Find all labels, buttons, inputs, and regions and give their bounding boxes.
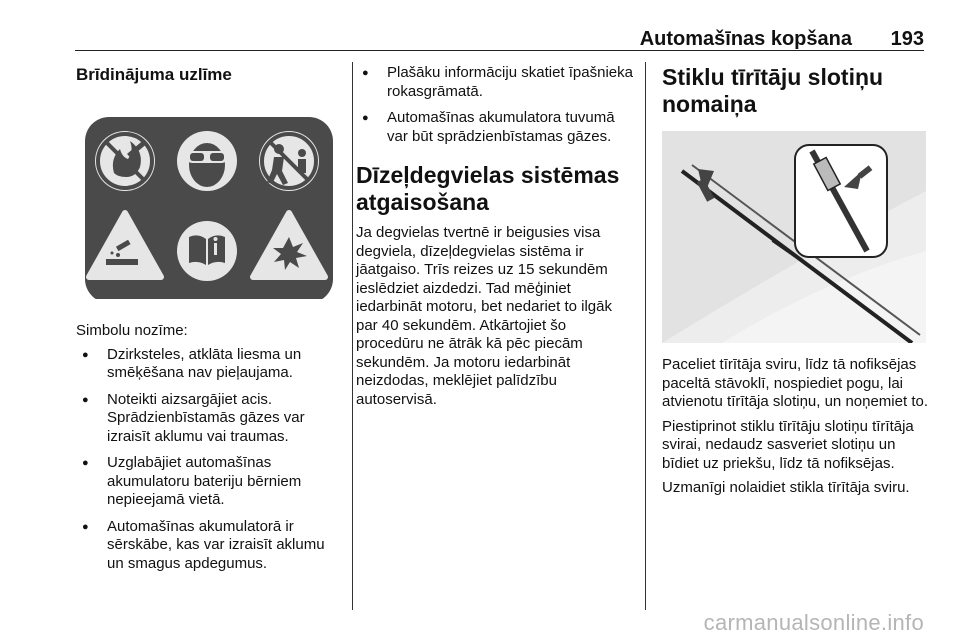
column-divider: [352, 62, 353, 610]
wiper-blade-illustration: [662, 131, 926, 343]
column-divider: [645, 62, 646, 610]
wiper-replacement-heading: Stiklu tīrītāju slotiņu nomaiņa: [662, 64, 884, 117]
wiper-step-3: Uzmanīgi nolaidiet stikla tīrītāja sviru.: [662, 479, 910, 496]
wiper-step-2: Piestiprinot stiklu tīrītāju slotiņu tīrītāja svirai, nedaudz sasveriet slotiņu un bīdiet uz priekšu, līdz tā nofiksējas.: [662, 417, 914, 472]
watermark[interactable]: carmanualsonline.info: [703, 610, 924, 635]
diesel-bleeding-heading: Dīzeļdegvielas sistēmas atgaisošana: [356, 162, 620, 215]
symbols-list: [76, 346, 338, 574]
diesel-bleeding-text: Ja degvielas tvertnē ir beigusies visa degviela, dīzeļdegvielas sistēma ir jāatgaiso. Trīs reizes uz 15 sekundēm ieslēdziet aizdedzi. Tad mēģiniet iedarbināt motoru, bet nedariet to ilgāk par 40 sekundēm. Atkārtojiet šo procedūru ne ātrāk kā pēc piecām sekundēm. Ja motoru iedarbināt neizdodas, meklējiet palīdzību autoservisā.: [356, 224, 612, 408]
symbols-intro: Simbolu nozīme:: [76, 322, 188, 339]
column-wiper: [662, 64, 928, 498]
list-item: ● Automašīnas akumulatorā ir sērskābe, kas var izraisīt aklumu un smagus apdegumus.: [76, 518, 338, 574]
list-item: ● Dzirksteles, atklāta liesma un smēķēšana nav pieļaujama.: [76, 346, 338, 383]
column-diesel: [356, 64, 636, 409]
warning-label-figure: [76, 113, 338, 299]
page-number: 193: [890, 28, 924, 50]
manual-icon: [177, 221, 237, 281]
list-item: ● Noteikti aizsargājiet acis. Sprādzienbīstamās gāzes var izraisīt aklumu vai traumas.: [76, 391, 338, 447]
no-fire-smoking-icon: [95, 131, 155, 191]
list-item: ● Plašāku informāciju skatiet īpašnieka rokasgrāmatā.: [356, 64, 636, 101]
list-item: ● Uzglabājiet automašīnas akumulatoru bateriju bērniem nepieejamā vietā.: [76, 454, 338, 510]
page-header: [75, 20, 924, 51]
chapter-title: Automašīnas kopšana: [639, 28, 852, 50]
column-warning-label: [76, 64, 338, 581]
eye-protection-icon: [177, 131, 237, 191]
symbols-list-continued: [356, 64, 636, 146]
keep-away-children-icon: [259, 131, 319, 191]
wiper-step-1: Paceliet tīrītāja sviru, līdz tā nofiksējas paceltā stāvoklī, nospiediet pogu, lai atvienotu tīrītāja slotiņu, un noņemiet to.: [662, 356, 928, 410]
list-item: ● Automašīnas akumulatora tuvumā var būt sprādzienbīstamas gāzes.: [356, 109, 636, 146]
warning-label-heading: Brīdinājuma uzlīme: [76, 65, 232, 84]
